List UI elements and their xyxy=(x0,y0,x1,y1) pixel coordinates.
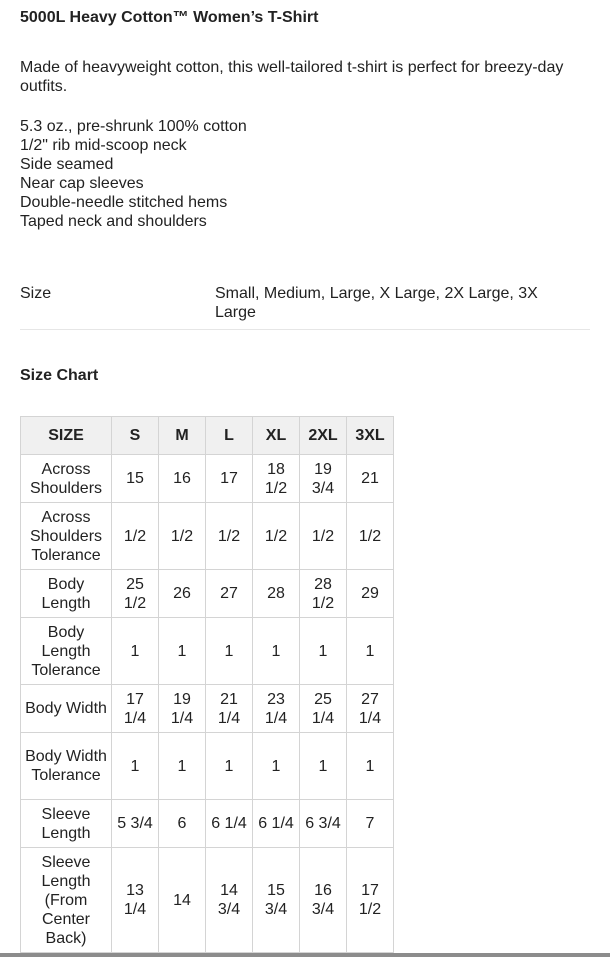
column-header-2xl: 2XL xyxy=(300,417,347,455)
table-cell: 5 3/4 xyxy=(112,800,159,848)
table-cell: 1/2 xyxy=(253,503,300,570)
feature-item: Taped neck and shoulders xyxy=(20,213,207,230)
table-cell: 1 xyxy=(347,618,394,685)
bottom-divider xyxy=(0,953,610,957)
table-cell: 16 xyxy=(159,455,206,503)
column-header-m: M xyxy=(159,417,206,455)
table-cell: 25 1/4 xyxy=(300,685,347,733)
table-cell: 1 xyxy=(300,733,347,800)
feature-item: 1/2" rib mid-scoop neck xyxy=(20,137,187,154)
table-cell: 6 1/4 xyxy=(206,800,253,848)
table-cell: 1 xyxy=(112,733,159,800)
table-cell: 25 1/2 xyxy=(112,570,159,618)
table-cell: 19 1/4 xyxy=(159,685,206,733)
feature-item: Double-needle stitched hems xyxy=(20,194,228,211)
size-attribute-value: Small, Medium, Large, X Large, 2X Large, 3X Large xyxy=(215,285,538,321)
table-cell: 17 xyxy=(206,455,253,503)
row-label: Across Shoulders xyxy=(21,455,112,503)
table-cell: 17 1/2 xyxy=(347,848,394,953)
table-cell: 1 xyxy=(253,733,300,800)
table-cell: 1/2 xyxy=(347,503,394,570)
table-cell: 23 1/4 xyxy=(253,685,300,733)
table-row xyxy=(21,503,394,570)
table-cell: 28 xyxy=(253,570,300,618)
size-attribute-row xyxy=(20,284,590,330)
table-cell: 16 3/4 xyxy=(300,848,347,953)
table-row xyxy=(21,455,394,503)
size-chart-header-row xyxy=(21,417,394,455)
table-cell: 1/2 xyxy=(112,503,159,570)
table-cell: 29 xyxy=(347,570,394,618)
column-header-size: SIZE xyxy=(21,417,112,455)
table-cell: 21 xyxy=(347,455,394,503)
table-row xyxy=(21,570,394,618)
table-cell: 1 xyxy=(159,733,206,800)
product-title: 5000L Heavy Cotton™ Women’s T-Shirt xyxy=(20,9,319,26)
table-cell: 1 xyxy=(206,733,253,800)
size-chart-table xyxy=(20,416,394,953)
product-description: Made of heavyweight cotton, this well-tailored t-shirt is perfect for breezy-day outfits. xyxy=(20,59,564,95)
feature-item: 5.3 oz., pre-shrunk 100% cotton xyxy=(20,118,247,135)
table-cell: 1/2 xyxy=(300,503,347,570)
table-cell: 1 xyxy=(112,618,159,685)
table-cell: 1 xyxy=(206,618,253,685)
column-header-l: L xyxy=(206,417,253,455)
table-row xyxy=(21,733,394,800)
table-cell: 1 xyxy=(347,733,394,800)
table-cell: 27 xyxy=(206,570,253,618)
table-cell: 1/2 xyxy=(206,503,253,570)
table-cell: 13 1/4 xyxy=(112,848,159,953)
table-cell: 1 xyxy=(159,618,206,685)
table-row xyxy=(21,685,394,733)
product-details xyxy=(20,0,590,953)
row-label: Across Shoulders Tolerance xyxy=(21,503,112,570)
column-header-s: S xyxy=(112,417,159,455)
table-cell: 6 3/4 xyxy=(300,800,347,848)
table-cell: 19 3/4 xyxy=(300,455,347,503)
column-header-3xl: 3XL xyxy=(347,417,394,455)
table-cell: 6 xyxy=(159,800,206,848)
table-row xyxy=(21,618,394,685)
size-chart-heading: Size Chart xyxy=(20,367,99,384)
table-cell: 17 1/4 xyxy=(112,685,159,733)
table-cell: 6 1/4 xyxy=(253,800,300,848)
table-cell: 7 xyxy=(347,800,394,848)
feature-list xyxy=(20,117,590,231)
table-cell: 15 3/4 xyxy=(253,848,300,953)
row-label: Body Length Tolerance xyxy=(21,618,112,685)
size-attribute-label: Size xyxy=(20,285,52,302)
table-row xyxy=(21,800,394,848)
table-row xyxy=(21,848,394,953)
table-cell: 21 1/4 xyxy=(206,685,253,733)
table-cell: 18 1/2 xyxy=(253,455,300,503)
table-cell: 28 1/2 xyxy=(300,570,347,618)
feature-item: Near cap sleeves xyxy=(20,175,144,192)
table-cell: 26 xyxy=(159,570,206,618)
column-header-xl: XL xyxy=(253,417,300,455)
table-cell: 14 3/4 xyxy=(206,848,253,953)
table-cell: 27 1/4 xyxy=(347,685,394,733)
row-label: Body Length xyxy=(21,570,112,618)
table-cell: 1 xyxy=(253,618,300,685)
row-label: Body Width Tolerance xyxy=(21,733,112,800)
row-label: Sleeve Length xyxy=(21,800,112,848)
table-cell: 1/2 xyxy=(159,503,206,570)
table-cell: 1 xyxy=(300,618,347,685)
row-label: Body Width xyxy=(21,685,112,733)
row-label: Sleeve Length (From Center Back) xyxy=(21,848,112,953)
feature-item: Side seamed xyxy=(20,156,114,173)
size-chart-body xyxy=(21,455,394,953)
table-cell: 15 xyxy=(112,455,159,503)
table-cell: 14 xyxy=(159,848,206,953)
